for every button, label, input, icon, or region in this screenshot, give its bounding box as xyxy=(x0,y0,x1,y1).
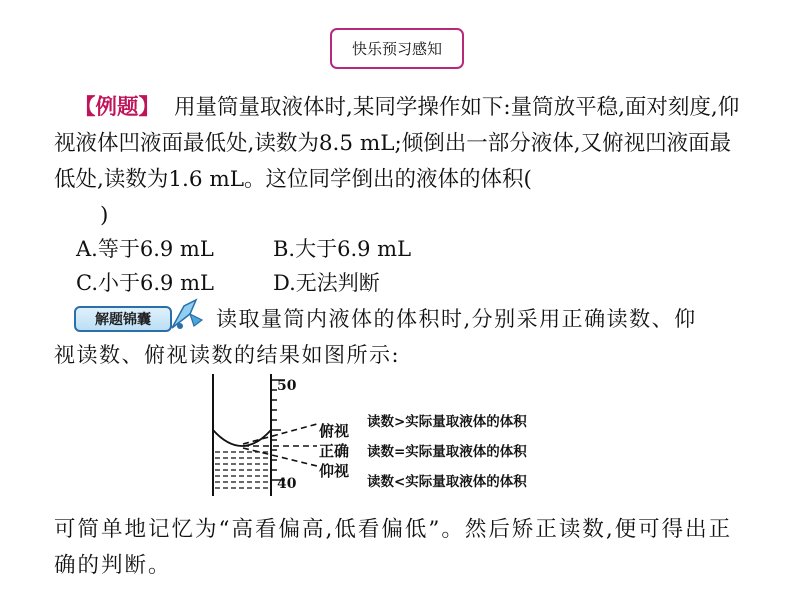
option-b: B.大于6.9 mL xyxy=(273,237,412,261)
solution-text-line1: 读取量筒内液体的体积时,分别采用正确读数、仰 xyxy=(216,307,697,331)
example-tag: 【例题】 xyxy=(74,95,161,120)
scale-ticks xyxy=(271,380,285,480)
option-a: A.等于6.9 mL xyxy=(76,237,214,261)
solution-badge xyxy=(74,306,172,332)
label-yangshi: 仰视 xyxy=(319,462,350,480)
scale-top-label: 50 xyxy=(277,378,297,394)
section-title-box xyxy=(330,28,464,69)
pen-icon xyxy=(168,296,212,336)
result-zhengque: 读数=实际量取液体的体积 xyxy=(367,444,527,460)
example-paren-close: ) xyxy=(100,203,109,228)
liquid-fill xyxy=(215,452,269,488)
label-fushi: 俯视 xyxy=(319,422,350,440)
section-title: 快乐预习感知 xyxy=(351,40,442,58)
option-d: D.无法判断 xyxy=(273,271,380,295)
label-zhengque: 正确 xyxy=(319,442,350,460)
result-fushi: 读数>实际量取液体的体积 xyxy=(367,414,527,430)
cylinder-reading-diagram xyxy=(205,372,595,502)
solution-badge-label: 解题锦囊 xyxy=(95,312,151,328)
result-yangshi: 读数<实际量取液体的体积 xyxy=(367,474,527,490)
option-c: C.小于6.9 mL xyxy=(76,271,214,295)
example-text: 用量筒量取液体时,某同学操作如下:量筒放平稳,面对刻度,仰视液体凹液面最低处,读数为8.5 mL;倾倒出一部分液体,又俯视凹液面最低处,读数为1.6 mL。这位同学倒出的液体的体积( xyxy=(54,95,740,192)
conclusion-paragraph: 可简单地记忆为“高看偏高,低看偏低”。然后矫正读数,便可得出正确的判断。 xyxy=(54,517,733,578)
example-paragraph xyxy=(54,90,744,234)
solution-text-line2: 视读数、俯视读数的结果如图所示: xyxy=(54,343,401,367)
scale-bottom-label: 40 xyxy=(277,476,297,492)
